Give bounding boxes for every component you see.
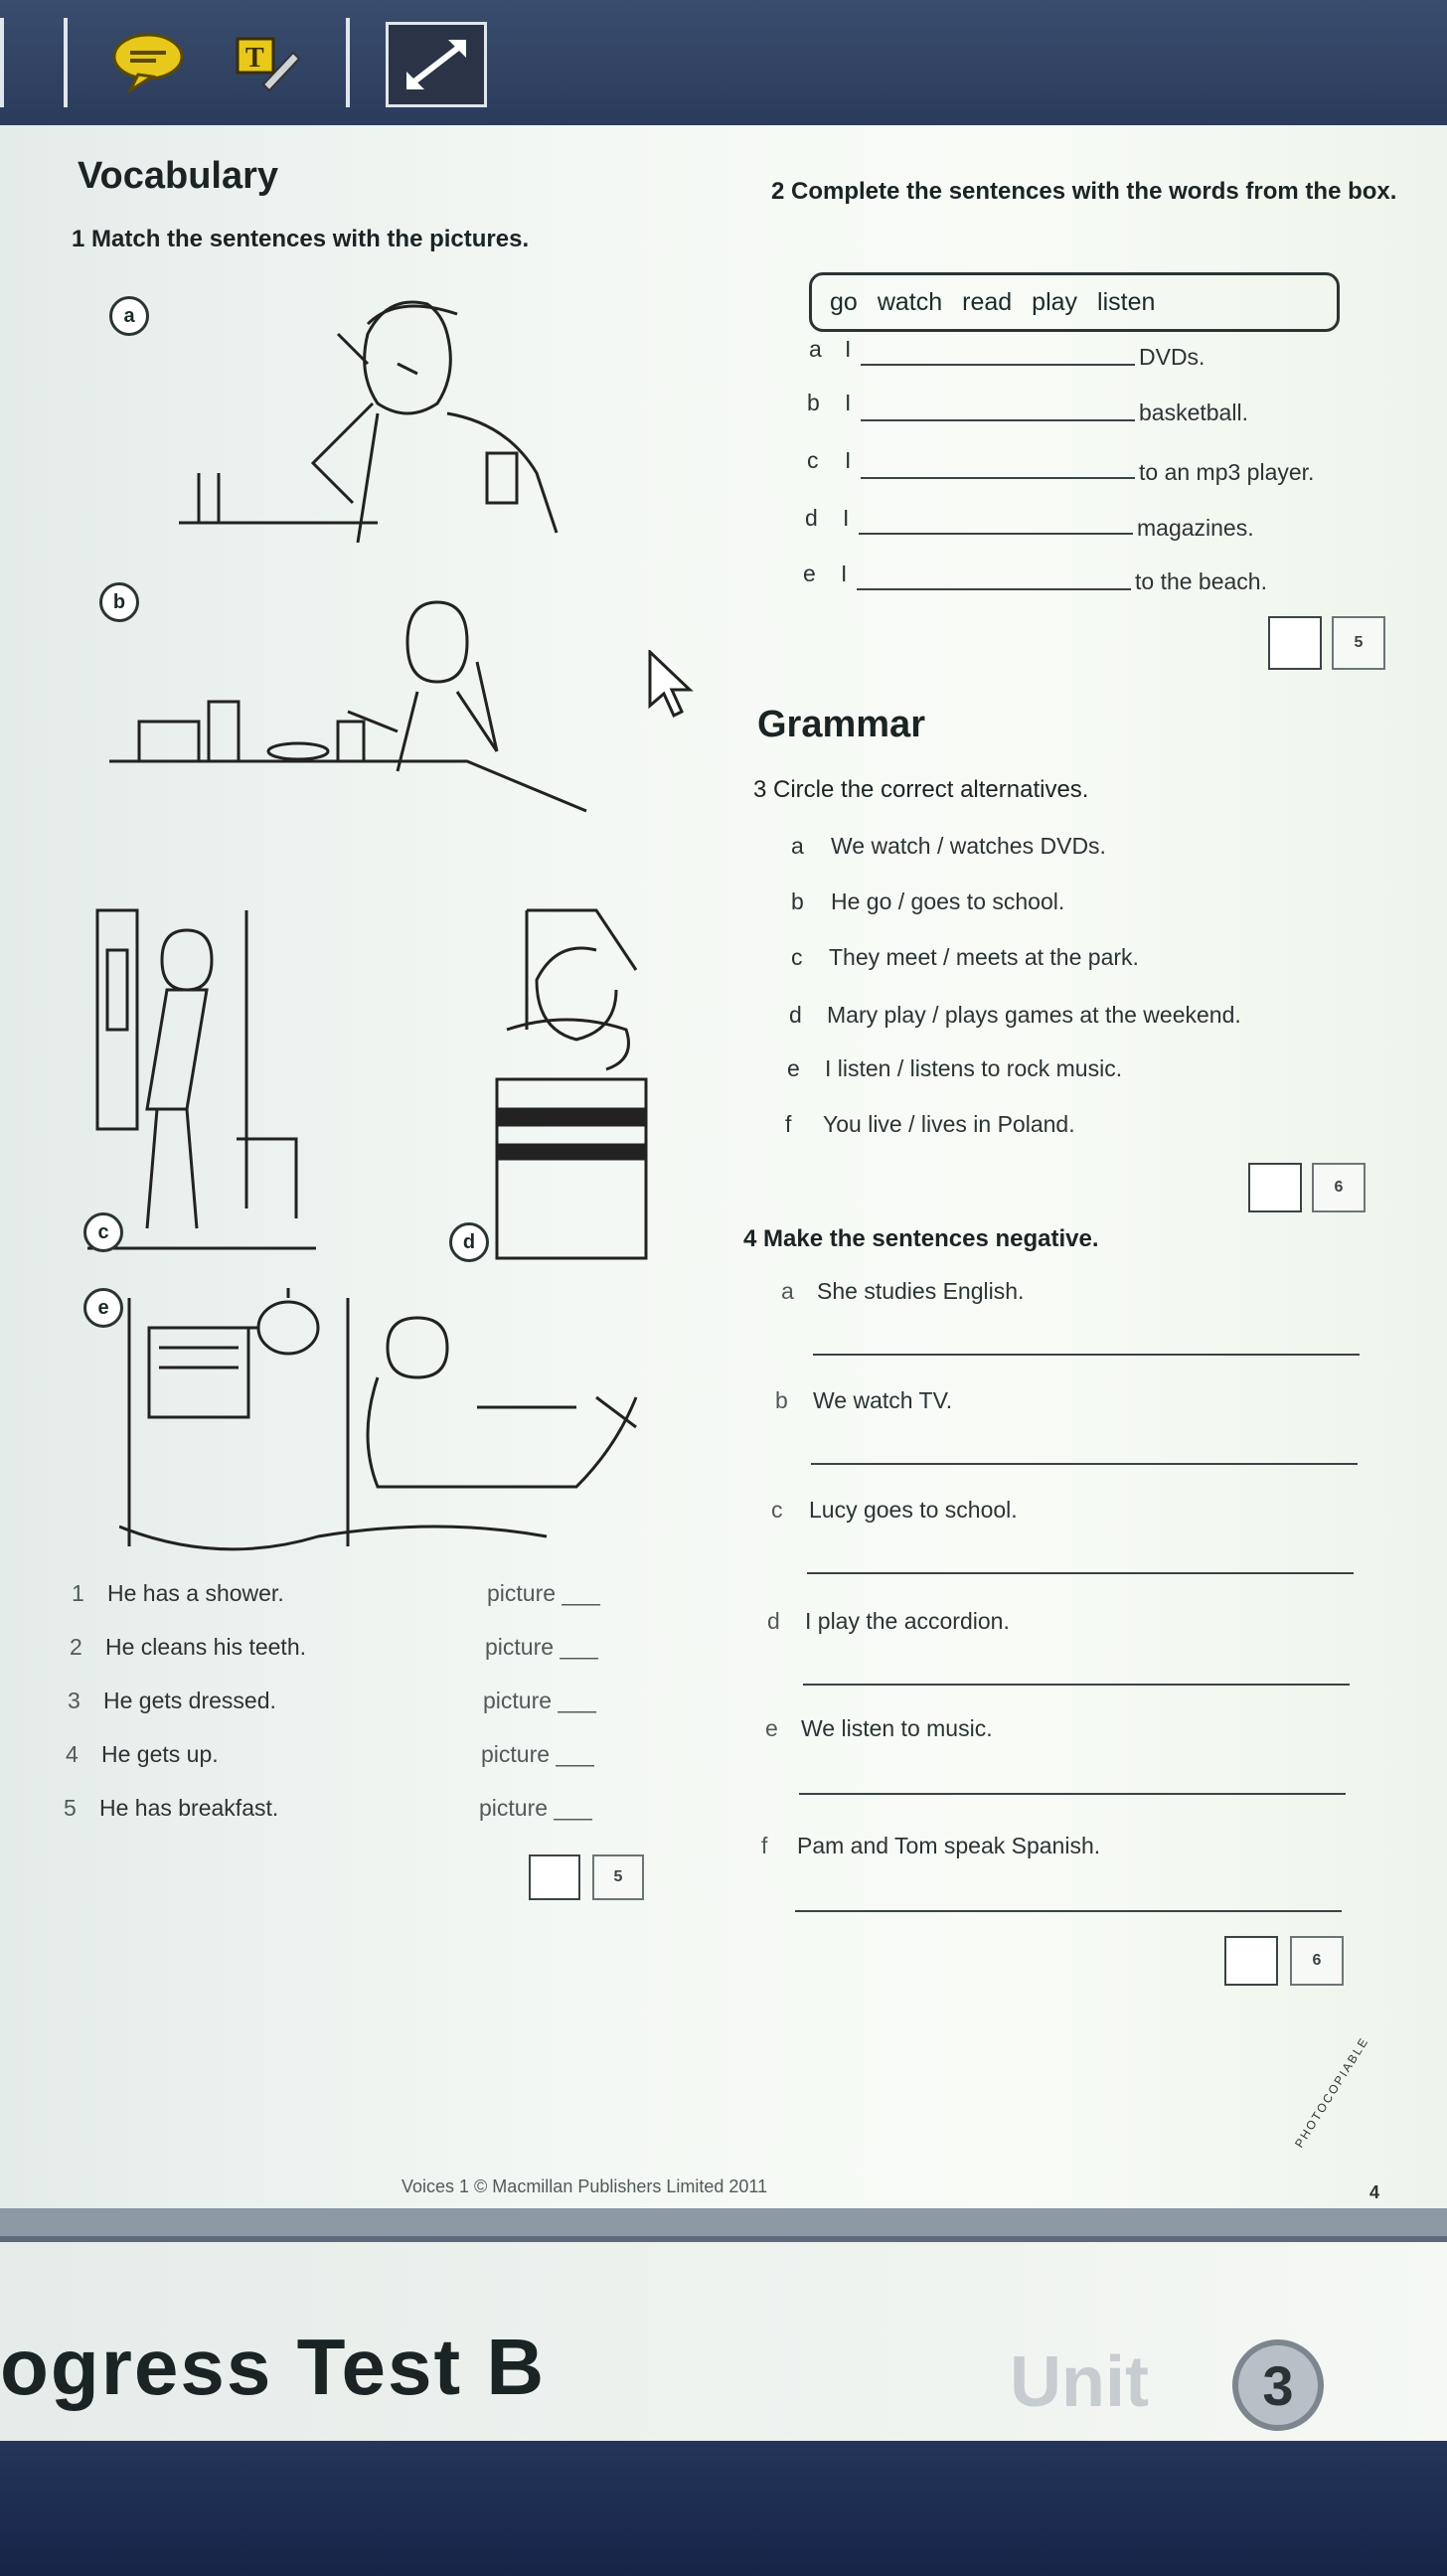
ex3-letter[interactable]: d [789,1002,802,1028]
banner-title: ogress Test B [0,2323,547,2411]
ex2-letter: a [809,336,822,362]
ex4-letter: c [771,1497,783,1523]
picture-a-teeth [179,274,616,543]
ex4-sentence: We watch TV. [813,1387,953,1413]
ex2-end: to the beach. [1135,568,1267,594]
ex1-sentence: He gets up. [101,1741,219,1767]
ex4-answer-line[interactable] [799,1793,1346,1795]
ex1-num: 2 [70,1634,82,1660]
ex1-sentence: He has breakfast. [99,1795,279,1821]
ex3-sentence[interactable]: Mary play / plays games at the weekend. [827,1002,1241,1028]
ex2-score: 5 [1332,616,1385,670]
ex4-answer-box[interactable] [1224,1936,1278,1986]
ex2-answer-box[interactable] [1268,616,1322,670]
ex3-letter[interactable]: e [787,1055,800,1081]
ex2-end: DVDs. [1139,344,1206,370]
ex4-sentence: Lucy goes to school. [809,1497,1018,1523]
word-box-word: play [1032,287,1078,316]
ex3-answer-box[interactable] [1248,1163,1302,1212]
ex4-sentence: We listen to music. [801,1715,993,1741]
picture-c-getting-dressed [87,890,326,1258]
ex1-picture-blank[interactable]: picture ___ [483,1688,596,1713]
unit-number-badge: 3 [1232,2339,1324,2431]
ex3-instruction: 3 Circle the correct alternatives. [753,776,1089,803]
footer-band [0,2208,1447,2236]
ex1-picture-blank[interactable]: picture ___ [481,1741,594,1767]
fullscreen-icon[interactable] [386,22,487,107]
ex2-start: I [841,561,848,586]
word-box-word: watch [877,287,943,316]
ex3-sentence[interactable]: I listen / listens to rock music. [825,1055,1123,1081]
picture-label-a: a [109,296,149,336]
picture-label-d: d [449,1222,489,1262]
ex2-blank[interactable] [861,364,1135,366]
ex2-start: I [843,505,850,531]
ex3-letter[interactable]: f [785,1111,792,1137]
unit-label: Unit [1010,2342,1149,2422]
ex4-score: 6 [1290,1936,1344,1986]
photocopiable-label: PHOTOCOPIABLE [1292,2034,1371,2151]
ex2-end: magazines. [1137,515,1254,541]
grammar-heading: Grammar [757,704,925,745]
ex1-sentence: He cleans his teeth. [105,1634,307,1660]
ex4-answer-line[interactable] [803,1684,1350,1686]
picture-label-c: c [83,1212,123,1252]
ex1-picture-blank[interactable]: picture ___ [487,1580,600,1606]
ex2-blank[interactable] [861,477,1135,479]
word-box-word: listen [1097,287,1156,316]
toolbar-edge [0,18,4,107]
ex4-letter: a [781,1278,794,1304]
ex3-sentence[interactable]: We watch / watches DVDs. [831,833,1106,859]
worksheet-page [0,125,1447,2441]
ex3-sentence[interactable]: He go / goes to school. [831,888,1065,914]
ex4-sentence: She studies English. [817,1278,1025,1304]
ex3-score: 6 [1312,1163,1366,1212]
ex2-end: basketball. [1139,400,1248,425]
ex1-score: 5 [592,1854,644,1900]
ex1-answer-box[interactable] [529,1854,580,1900]
word-box [809,272,1340,332]
ex1-num: 1 [72,1580,84,1606]
ex3-sentence[interactable]: You live / lives in Poland. [823,1111,1075,1137]
ex2-letter: b [807,390,820,415]
ex4-answer-line[interactable] [813,1354,1360,1356]
ex3-letter[interactable]: c [791,944,803,970]
picture-label-b: b [99,582,139,622]
text-tool-icon[interactable] [219,22,308,101]
svg-text:T: T [245,43,264,74]
ex3-sentence[interactable]: They meet / meets at the park. [829,944,1139,970]
toolbar-separator [64,18,68,107]
copyright-notice: Voices 1 © Macmillan Publishers Limited 2011 [402,2176,768,2196]
picture-b-breakfast [99,582,596,821]
ex4-letter: b [775,1387,788,1413]
picture-e-getting-up [119,1288,666,1556]
ex4-sentence: I play the accordion. [805,1608,1010,1634]
screen-bottom-bezel [0,2441,1447,2576]
ex1-picture-blank[interactable]: picture ___ [479,1795,592,1821]
ex2-letter: e [803,561,816,586]
ex3-letter[interactable]: a [791,833,804,859]
ex4-instruction: 4 Make the sentences negative. [743,1225,1099,1252]
picture-label-e: e [83,1288,123,1328]
word-box-word: go [830,287,858,316]
ex1-num: 4 [66,1741,79,1767]
speech-bubble-icon[interactable] [103,22,193,101]
ex2-end: to an mp3 player. [1139,459,1315,485]
ex1-picture-blank[interactable]: picture ___ [485,1634,598,1660]
ex2-start: I [845,447,852,473]
mouse-cursor-icon [646,650,694,720]
ex2-blank[interactable] [859,533,1133,535]
ex2-letter: d [805,505,818,531]
ex1-sentence: He gets dressed. [103,1688,276,1713]
ex4-answer-line[interactable] [795,1910,1342,1912]
ex1-num: 5 [64,1795,77,1821]
ex2-instruction: 2 Complete the sentences with the words from the box. [771,178,1397,205]
ex4-answer-line[interactable] [811,1463,1358,1465]
ex3-letter[interactable]: b [791,888,804,914]
ex4-letter: f [761,1833,768,1858]
ex2-blank[interactable] [857,588,1131,590]
ex1-sentence: He has a shower. [107,1580,284,1606]
page-number: 4 [1369,2182,1380,2202]
ex4-answer-line[interactable] [807,1572,1354,1574]
ex2-start: I [845,336,852,362]
ex2-blank[interactable] [861,419,1135,421]
picture-d-shower [447,890,676,1268]
toolbar-separator [346,18,350,107]
ex4-sentence: Pam and Tom speak Spanish. [797,1833,1101,1858]
vocabulary-heading: Vocabulary [78,155,279,197]
word-box-word: read [962,287,1013,316]
ex4-letter: d [767,1608,780,1634]
ex2-start: I [845,390,852,415]
ex1-num: 3 [68,1688,80,1713]
progress-test-banner [0,2236,1447,2447]
ex2-letter: c [807,447,819,473]
ex1-instruction: 1 Match the sentences with the pictures. [72,226,530,252]
ex4-letter: e [765,1715,778,1741]
reader-toolbar [0,0,1447,129]
